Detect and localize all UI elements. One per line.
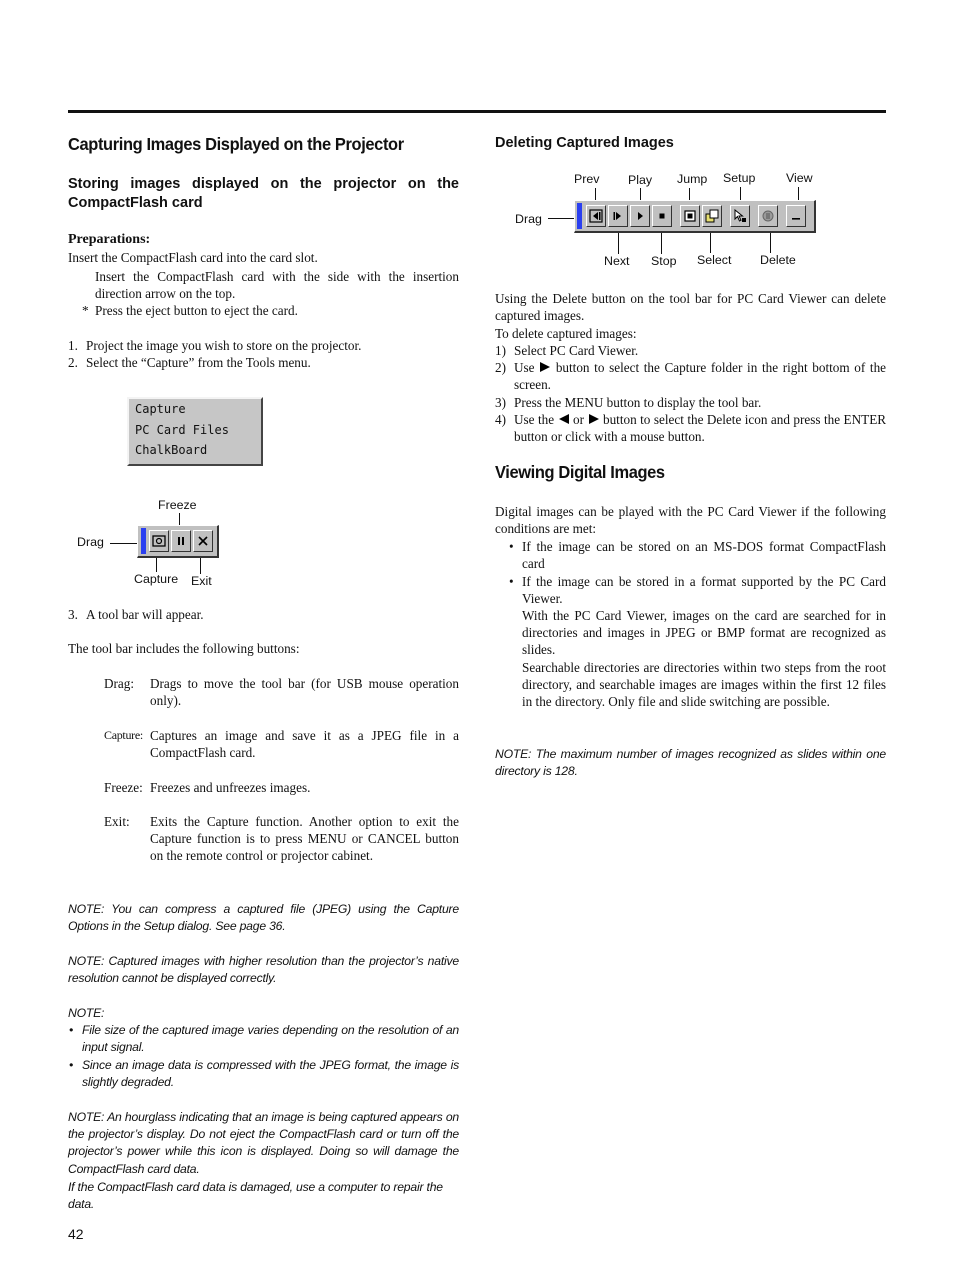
note-bullet-2: Since an image data is compressed with the JPEG format, the image is slightly degraded.: [82, 1058, 459, 1090]
step-number: 1): [495, 343, 506, 358]
prep-line-3: Press the eject button to eject the card.: [95, 303, 298, 318]
page-number: 42: [68, 1226, 84, 1242]
def-drag: [104, 675, 459, 709]
label-prev: Prev: [574, 172, 600, 186]
section-title-viewing: Viewing Digital Images: [495, 462, 665, 482]
capture-icon: [152, 534, 166, 548]
capture-button[interactable]: [149, 530, 169, 552]
leader-drag: [110, 543, 140, 544]
next-icon: [611, 209, 625, 223]
leader-select: [710, 230, 711, 253]
leader-stop: [661, 230, 662, 254]
leader-drag-viewer: [548, 218, 576, 219]
leader-capture: [156, 556, 157, 572]
step-text: button to select the Delete icon and press the ENTER button or click with a mouse button.: [514, 412, 887, 445]
pause-icon: [174, 534, 188, 548]
def-desc: Captures an image and save it as a JPEG file in a CompactFlash card.: [150, 728, 459, 761]
note-bullet-1-marker: •: [69, 1023, 74, 1037]
triangle-left-icon: [558, 413, 570, 425]
next-button[interactable]: [608, 205, 628, 227]
def-desc: Drags to move the tool bar (for USB mouse operation only).: [150, 676, 459, 709]
delete-step-2: [495, 359, 886, 393]
step-text: Select PC Card Viewer.: [514, 343, 639, 358]
step-1-number: 1.: [68, 338, 78, 353]
drag-handle[interactable]: [141, 528, 146, 554]
label-view: View: [786, 171, 813, 185]
section-title-capturing: Capturing Images Displayed on the Projector: [68, 134, 404, 154]
step-text: Use the: [514, 412, 555, 427]
delete-step-1: [495, 342, 886, 359]
close-icon: [196, 534, 210, 548]
top-rule: [68, 110, 886, 113]
label-play: Play: [628, 173, 653, 187]
note-bullet-1: File size of the captured image varies depending on the resolution of an input signal.: [82, 1023, 459, 1055]
tools-menu: [127, 397, 263, 466]
step-2-text: Select the “Capture” from the Tools menu.: [86, 355, 311, 370]
def-capture: [104, 727, 459, 761]
def-term: Drag:: [104, 676, 135, 691]
step-text: button to select the Capture folder in the right bottom of the screen.: [514, 360, 887, 393]
note-heading: NOTE:: [68, 1006, 105, 1020]
def-term: Exit:: [104, 814, 130, 829]
prev-icon: [589, 209, 603, 223]
label-drag: Drag: [77, 535, 104, 549]
viewing-bullet-2: If the image can be stored in a format supported by the PC Card Viewer.: [522, 574, 886, 607]
play-icon: [633, 209, 647, 223]
jump-button[interactable]: [680, 205, 700, 227]
viewing-intro: Digital images can be played with the PC Card Viewer if the following conditions are met:: [495, 504, 886, 537]
step-text: or: [573, 412, 585, 427]
minimize-icon: [789, 209, 803, 223]
prep-line-2: Insert the CompactFlash card with the side with the insertion direction arrow on the top.: [95, 269, 459, 302]
delete-step-3: [495, 394, 886, 411]
prep-line-1: Insert the CompactFlash card into the card slot.: [68, 250, 318, 265]
to-delete-text: To delete captured images:: [495, 326, 637, 341]
menu-item-capture[interactable]: Capture: [135, 402, 186, 416]
note-hourglass: NOTE: An hourglass indicating that an image is being captured appears on the projector’s display. Do not eject the CompactFlash card or turn off the projector’s power while this icon is displayed. Doing so will damage the CompactFlash card data.: [68, 1110, 459, 1176]
jump-icon: [683, 209, 697, 223]
label-capture: Capture: [134, 572, 179, 586]
viewing-para-3: Searchable directories are directories within two steps from the root directory, and searchable images are images within the first 12 files in the directory. Only file and slide switching are possible.: [522, 660, 886, 710]
label-freeze: Freeze: [158, 498, 197, 512]
play-button[interactable]: [630, 205, 650, 227]
label-select: Select: [697, 253, 732, 267]
note-repair: If the CompactFlash card data is damaged, use a computer to repair the data.: [68, 1180, 443, 1212]
prev-button[interactable]: [586, 205, 606, 227]
step-1-text: Project the image you wish to store on the projector.: [86, 338, 362, 353]
step-number: 4): [495, 412, 506, 427]
setup-cursor-icon: [733, 209, 747, 223]
menu-item-pc-card-files[interactable]: PC Card Files: [135, 422, 229, 437]
step-2-number: 2.: [68, 355, 78, 370]
setup-button[interactable]: [730, 205, 750, 227]
prep-star: *: [82, 303, 89, 318]
step-3-number: 3.: [68, 607, 78, 622]
note-compress: NOTE: You can compress a captured file (JPEG) using the Capture Options in the Setup dialog. See page 36.: [68, 902, 459, 934]
leader-exit: [200, 556, 201, 574]
def-term: Freeze:: [104, 780, 143, 795]
preparations-heading: Preparations:: [68, 232, 151, 247]
select-icon: [705, 209, 719, 223]
pc-card-viewer-toolbar: [574, 200, 816, 233]
leader-next: [618, 230, 619, 254]
bullet-marker-2: •: [509, 574, 514, 589]
step-number: 3): [495, 395, 506, 410]
stop-button[interactable]: [652, 205, 672, 227]
triangle-right-icon: [539, 361, 551, 373]
step-text: Use: [514, 360, 535, 375]
def-freeze: [104, 779, 459, 796]
viewing-bullet-1: If the image can be stored on an MS-DOS format CompactFlash card: [522, 539, 886, 572]
menu-item-chalkboard[interactable]: ChalkBoard: [135, 443, 208, 457]
label-next: Next: [604, 254, 630, 268]
bullet-marker-1: •: [509, 539, 514, 554]
view-button[interactable]: [786, 205, 806, 227]
capture-toolbar: [137, 525, 219, 558]
toolbar-includes-text: The tool bar includes the following buttons:: [68, 641, 300, 656]
def-exit: [104, 813, 459, 865]
select-button[interactable]: [702, 205, 722, 227]
def-desc: Exits the Capture function. Another option to exit the Capture function is to press MENU or CANCEL button on the remote control or projector cabinet.: [150, 814, 459, 864]
step-text: Press the MENU button to display the tool bar.: [514, 395, 762, 410]
label-stop: Stop: [651, 254, 677, 268]
stop-icon: [655, 209, 669, 223]
def-term: Capture:: [104, 728, 143, 742]
label-setup: Setup: [723, 171, 756, 185]
viewer-drag-handle[interactable]: [577, 203, 582, 229]
viewing-para-2: With the PC Card Viewer, images on the card are searched for in directories and images in JPEG or BMP format are recognized as slides.: [522, 608, 886, 658]
trash-icon: [761, 209, 775, 223]
leader-delete: [770, 230, 771, 253]
def-desc: Freezes and unfreezes images.: [150, 780, 311, 795]
label-exit: Exit: [191, 574, 212, 588]
label-delete: Delete: [760, 253, 796, 267]
subsection-title-storing: Storing images displayed on the projector on the CompactFlash card: [68, 176, 459, 211]
delete-step-4: [495, 411, 886, 445]
note-max-images: NOTE: The maximum number of images recognized as slides within one directory is 128.: [495, 747, 886, 779]
delete-intro: Using the Delete button on the tool bar for PC Card Viewer can delete captured images.: [495, 291, 886, 324]
label-drag-viewer: Drag: [515, 212, 542, 226]
delete-button[interactable]: [758, 205, 778, 227]
triangle-right-icon: [588, 413, 600, 425]
freeze-button[interactable]: [171, 530, 191, 552]
step-3-text: A tool bar will appear.: [86, 607, 204, 622]
subsection-title-deleting: Deleting Captured Images: [495, 135, 674, 151]
note-bullet-2-marker: •: [69, 1058, 74, 1072]
exit-button[interactable]: [193, 530, 213, 552]
note-resolution: NOTE: Captured images with higher resolution than the projector’s native resolution cannot be displayed correctly.: [68, 954, 459, 986]
label-jump: Jump: [677, 172, 708, 186]
step-number: 2): [495, 360, 506, 375]
